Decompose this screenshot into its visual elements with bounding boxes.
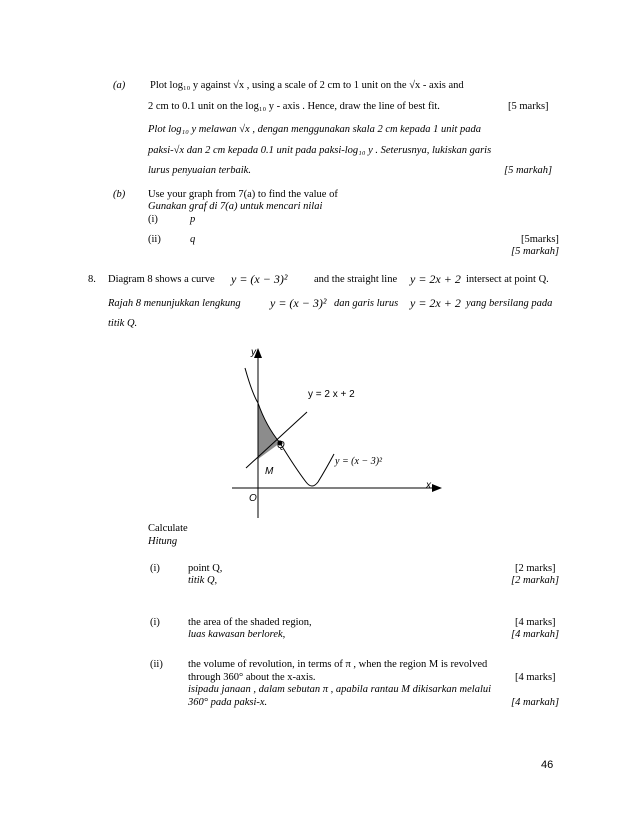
part-marks-malay: [2 markah] <box>511 575 560 586</box>
part-marks-english: [2 marks] <box>515 563 556 574</box>
q7a-english-line-1: Plot log₁₀ y against √x , using a scale of 2 cm to 1 unit on the √x - axis and <box>150 80 464 91</box>
q8-malay-pre: Rajah 8 menunjukkan lengkung <box>108 298 241 309</box>
part-marks-malay: [4 markah] <box>511 629 560 640</box>
q7b-item-var: p <box>190 214 196 225</box>
part-num: (i) <box>150 617 160 628</box>
part-marks-malay: [4 markah] <box>511 697 560 708</box>
curve-label: y = (x − 3)² <box>335 456 383 467</box>
part-malay-line-2: 360° pada paksi-x. <box>188 697 268 708</box>
q7a-marks-english: [5 marks] <box>508 101 549 112</box>
q8-english-pre: Diagram 8 shows a curve <box>108 274 215 285</box>
part-english: the volume of revolution, in terms of π , when the region M is revolved <box>188 659 488 670</box>
q7b-malay: Gunakan graf di 7(a) untuk mencari nilai <box>148 201 323 212</box>
part-marks-english: [4 marks] <box>515 672 556 683</box>
q8-malay-post: yang bersilang pada <box>466 298 553 309</box>
q8-curve-equation-malay: y = (x − 3)² <box>270 296 327 310</box>
part-marks-english: [4 marks] <box>515 617 556 628</box>
part-english: the area of the shaded region, <box>188 617 312 628</box>
q7b-marks-malay: [5 markah] <box>511 246 560 257</box>
x-axis-arrow <box>432 484 442 492</box>
region-m-label: M <box>265 466 274 477</box>
part-malay: isipadu janaan , dalam sebutan π , apabila rantau M dikisarkan melalui <box>188 684 492 695</box>
q7a-english-line-2: 2 cm to 0.1 unit on the log₁₀ y - axis . Hence, draw the line of best fit. <box>148 101 440 112</box>
q7b-label: (b) <box>113 189 126 200</box>
q8-english-mid: and the straight line <box>314 274 398 285</box>
q7a-label: (a) <box>113 80 126 91</box>
calculate-malay: Hitung <box>148 536 178 547</box>
page-number: 46 <box>541 759 554 771</box>
part-malay: luas kawasan berlorek, <box>188 629 286 640</box>
part-num: (i) <box>150 563 160 574</box>
x-axis-label: x <box>426 480 431 491</box>
q8-malay-mid: dan garis lurus <box>334 298 399 309</box>
q8-curve-equation: y = (x − 3)² <box>231 272 288 286</box>
q8-malay-line-2: titik Q. <box>108 318 138 329</box>
part-english: point Q, <box>188 563 223 574</box>
q8-line-equation: y = 2x + 2 <box>410 272 461 286</box>
part-num: (ii) <box>150 659 163 670</box>
q7a-marks-malay: [5 markah] <box>504 165 553 176</box>
origin-label: O <box>249 493 257 504</box>
calculate-english: Calculate <box>148 523 188 534</box>
q7b-item-num: (ii) <box>148 234 161 245</box>
q7a-malay-line-2: paksi-√x dan 2 cm kepada 0.1 unit pada paksi-log₁₀ y . Seterusnya, lukiskan garis <box>148 145 492 156</box>
point-q-label: Q <box>277 440 285 451</box>
y-axis-label: y <box>251 347 256 358</box>
q7a-malay-line-3: lurus penyuaian terbaik. <box>148 165 251 176</box>
q7b-english: Use your graph from 7(a) to find the value of <box>148 189 338 200</box>
q8-number: 8. <box>88 274 96 285</box>
line-label: y = 2 x + 2 <box>308 389 355 400</box>
q7a-malay-line-1: Plot log₁₀ y melawan √x , dengan menggunakan skala 2 cm kepada 1 unit pada <box>148 124 481 135</box>
part-english-line-2: through 360° about the x-axis. <box>188 672 316 683</box>
q8-english-post: intersect at point Q. <box>466 274 549 285</box>
q7b-item-var: q <box>190 234 196 245</box>
q7b-marks-english: [5marks] <box>521 234 559 245</box>
diagram-8 <box>210 338 450 528</box>
part-malay: titik Q, <box>188 575 218 586</box>
q8-line-equation-malay: y = 2x + 2 <box>410 296 461 310</box>
q7b-item-num: (i) <box>148 214 158 225</box>
